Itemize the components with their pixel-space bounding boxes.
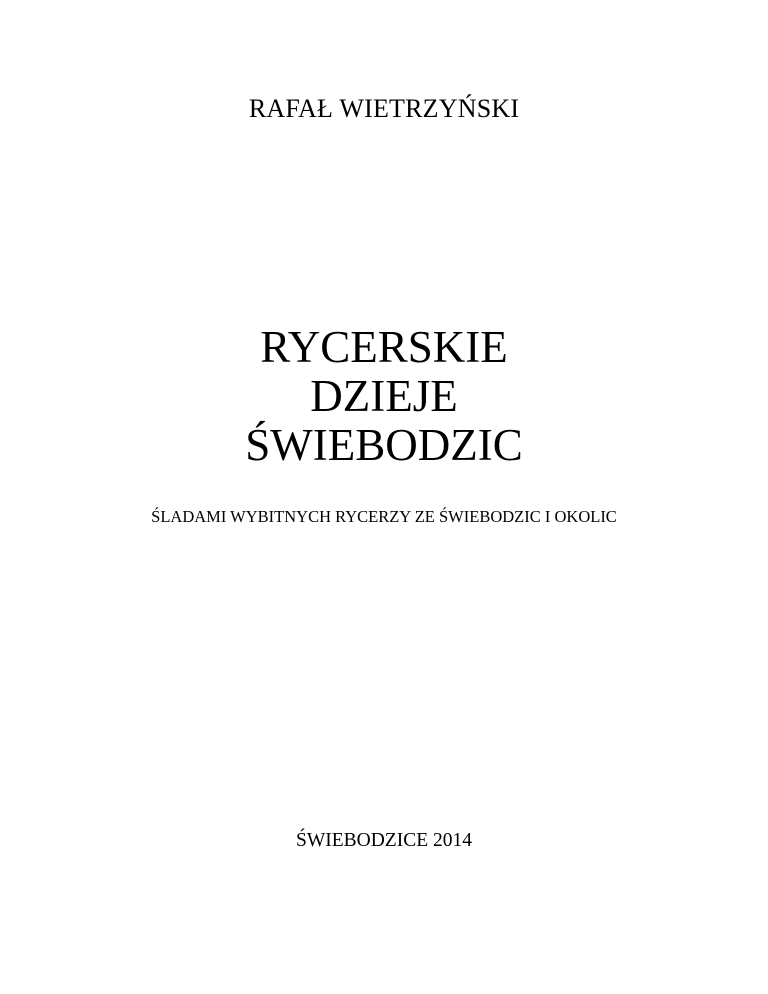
book-subtitle: ŚLADAMI WYBITNYCH RYCERZY ZE ŚWIEBODZIC I OKOLIC: [151, 507, 617, 526]
title-line-1: RYCERSKIE: [260, 322, 508, 372]
author-name: RAFAŁ WIETRZYŃSKI: [248, 94, 520, 123]
publication-place-year: ŚWIEBODZICE 2014: [295, 830, 473, 851]
title-line-3: ŚWIEBODZIC: [245, 420, 523, 470]
title-line-2: DZIEJE: [310, 371, 458, 421]
book-title: [0, 323, 768, 470]
